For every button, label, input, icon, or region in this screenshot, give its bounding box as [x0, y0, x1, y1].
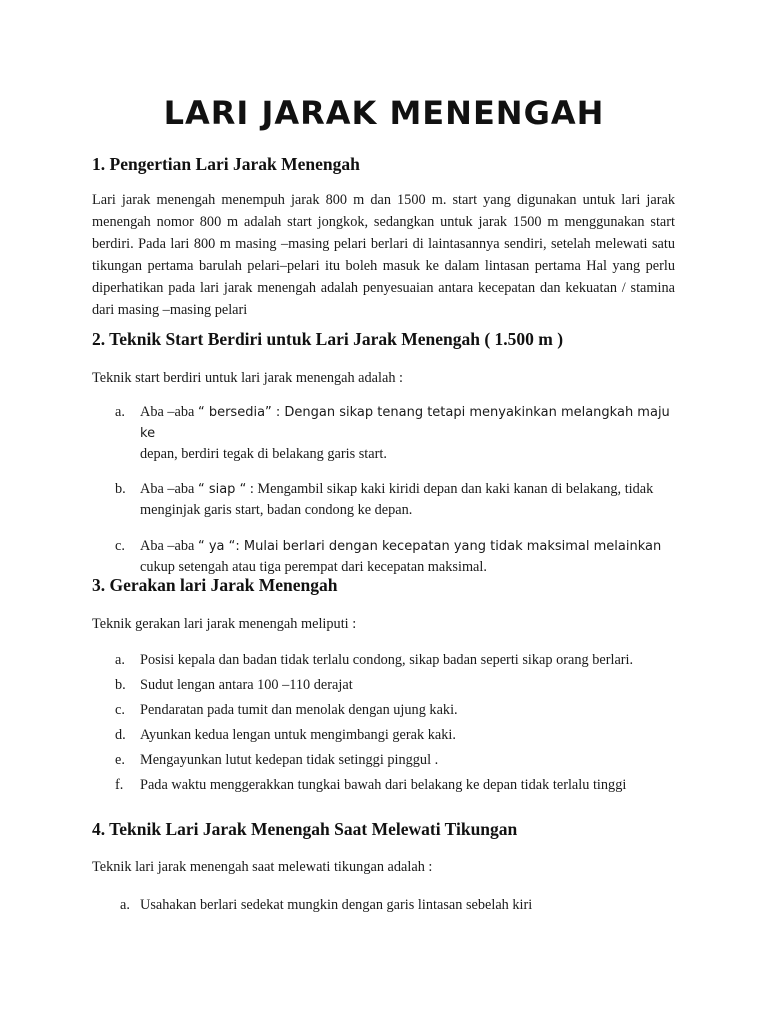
list-item: [92, 725, 675, 746]
section-2-heading: 2. Teknik Start Berdiri untuk Lari Jarak Menengah ( 1.500 m ): [92, 329, 564, 349]
section-3-list: [92, 650, 675, 800]
list-marker: e.: [115, 752, 125, 768]
list-marker: d.: [115, 727, 126, 743]
list-marker: b.: [115, 677, 126, 693]
item-lead: Aba –aba: [140, 538, 195, 554]
list-marker: c.: [115, 538, 125, 554]
section-3-intro: Teknik gerakan lari jarak menengah meliputi :: [92, 616, 357, 632]
list-item: [92, 479, 675, 521]
list-item: [92, 895, 675, 916]
section-4-heading: 4. Teknik Lari Jarak Menengah Saat Melewati Tikungan: [92, 819, 518, 839]
item-text: Ayunkan kedua lengan untuk mengimbangi gerak kaki.: [140, 727, 456, 743]
list-item: [92, 402, 675, 465]
list-item: [92, 650, 675, 671]
list-item: [92, 750, 675, 771]
item-lead: Aba –aba: [140, 481, 195, 497]
list-marker: a.: [115, 652, 125, 668]
item-text: Pada waktu menggerakkan tungkai bawah dari belakang ke depan tidak terlalu tinggi: [140, 777, 627, 793]
section-2-list: [92, 402, 675, 578]
item-text: Mengayunkan lutut kedepan tidak setinggi pinggul .: [140, 752, 439, 768]
item-text: Pendaratan pada tumit dan menolak dengan ujung kaki.: [140, 702, 458, 718]
list-item: [92, 675, 675, 696]
section-4-list: [92, 895, 675, 916]
item-lead: Aba –aba: [140, 404, 195, 420]
list-marker: b.: [115, 481, 126, 497]
item-rest: cukup setengah atau tiga perempat dari kecepatan maksimal.: [140, 559, 487, 575]
item-cue: “ ya “: Mulai berlari dengan kecepatan yang tidak maksimal melainkan: [197, 539, 662, 554]
section-4-intro: Teknik lari jarak menengah saat melewati tikungan adalah :: [92, 859, 433, 875]
item-rest: : Mengambil sikap kaki kiridi depan dan kaki kanan di belakang, tidak menginjak garis start, badan condong ke depan.: [140, 481, 654, 518]
list-marker: f.: [115, 777, 124, 793]
section-1-paragraph: Lari jarak menengah menempuh jarak 800 m dan 1500 m. start yang digunakan untuk lari jarak menengah nomor 800 m adalah start jongkok, sedangkan untuk jarak 1500 m menggunakan start berdiri. Pada lari 800 m masing –masing pelari berlari di laintasannya sendiri, setelah melewati satu tikungan pertama barulah pelari–pelari itu boleh masuk ke dalam lintasan pertama Hal yang perlu diperhatikan pada lari jarak menengah adalah penyesuaian antara kecepatan dan kekuatan / stamina dari masing –masing pelari: [92, 192, 675, 318]
list-marker: a.: [115, 404, 125, 420]
section-3-heading: 3. Gerakan lari Jarak Menengah: [92, 575, 338, 595]
list-marker: c.: [115, 702, 125, 718]
section-2-intro: Teknik start berdiri untuk lari jarak menengah adalah :: [92, 370, 404, 386]
list-item: [92, 700, 675, 721]
item-text: Posisi kepala dan badan tidak terlalu condong, sikap badan seperti sikap orang berlari.: [140, 652, 634, 668]
section-1-heading: 1. Pengertian Lari Jarak Menengah: [92, 154, 360, 174]
document-title: LARI JARAK MENENGAH: [163, 94, 605, 132]
item-text: Usahakan berlari sedekat mungkin dengan garis lintasan sebelah kiri: [140, 897, 533, 913]
item-cue: “ siap “: [197, 482, 247, 497]
item-text: Sudut lengan antara 100 –110 derajat: [140, 677, 353, 693]
list-item: [92, 536, 675, 578]
list-item: [92, 775, 675, 796]
item-rest: depan, berdiri tegak di belakang garis start.: [140, 446, 387, 462]
list-marker: a.: [120, 897, 130, 913]
item-cue: “ bersedia” : Dengan sikap tenang tetapi menyakinkan melangkah maju ke: [140, 405, 670, 441]
